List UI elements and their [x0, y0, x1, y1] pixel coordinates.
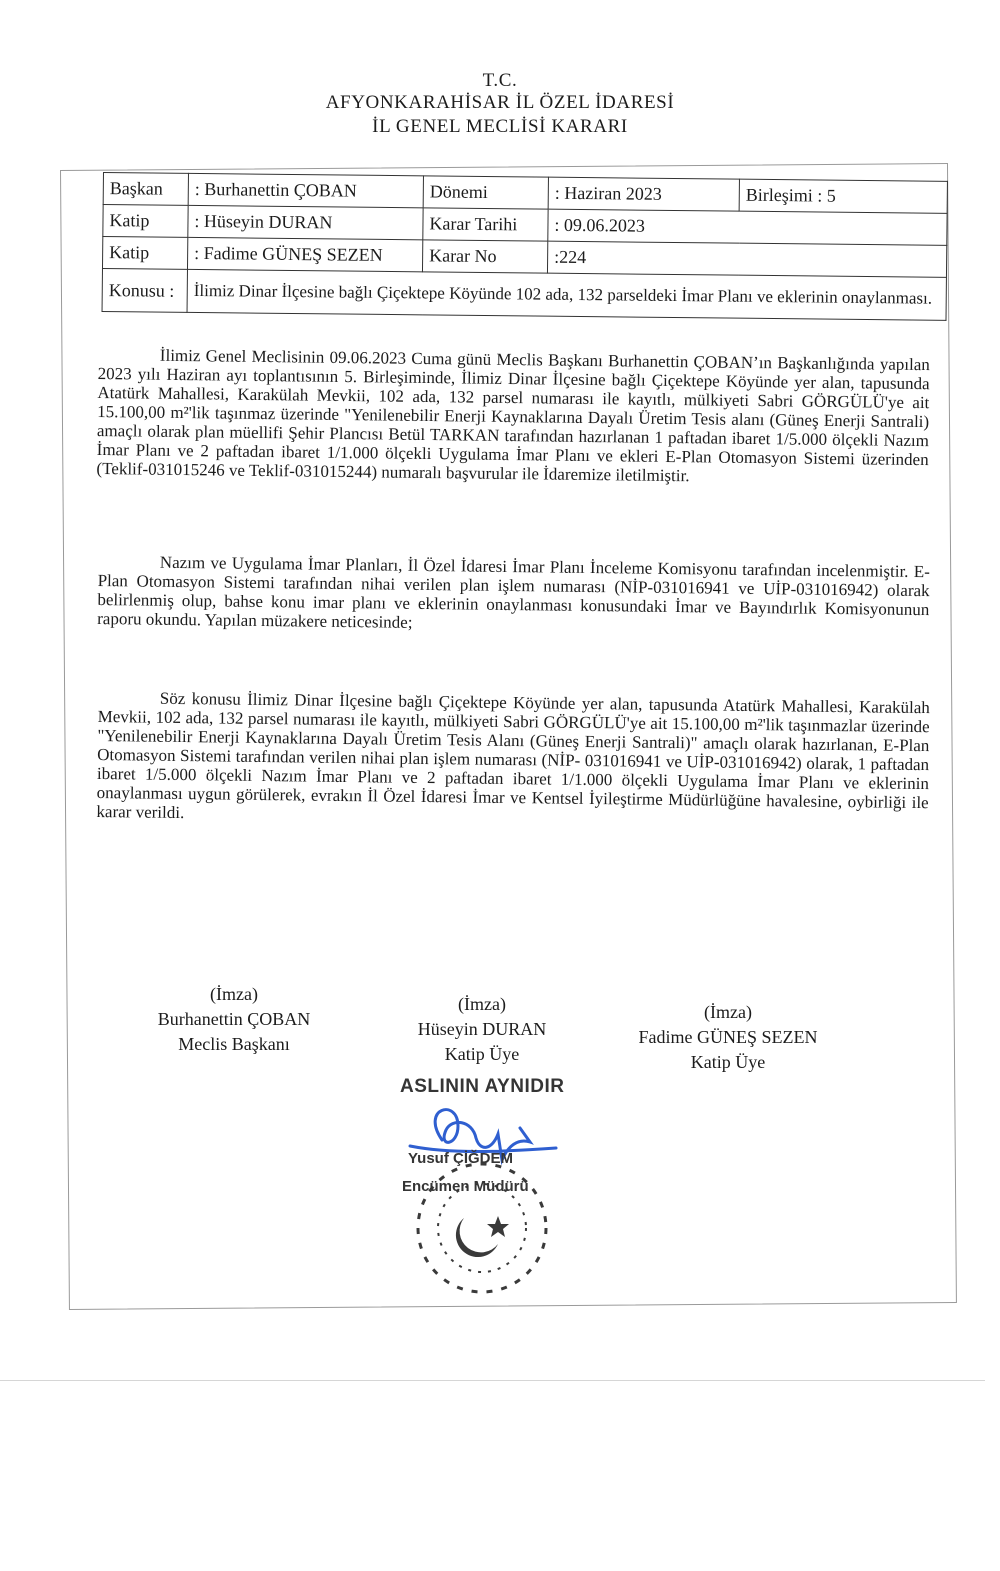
stamp-officer-role: Encümen Müdürü	[402, 1178, 529, 1195]
baskan-label: Başkan	[103, 173, 188, 206]
signature-clerk-2	[618, 1000, 838, 1075]
signature-clerk-1	[372, 992, 592, 1067]
karar-tarihi-label: Karar Tarihi	[423, 208, 548, 241]
signature-imza-label: (İmza)	[210, 984, 258, 1004]
signature-imza-label: (İmza)	[458, 994, 506, 1014]
stamp-graphics	[380, 1068, 610, 1328]
signature-imza-label: (İmza)	[704, 1002, 752, 1022]
decision-paragraph-2: Nazım ve Uygulama İmar Planları, İl Özel İdaresi İmar Planı İnceleme Komisyonu tarafından incelenmiştir. E-Plan Otomasyon Sistemi tarafından nihai verilen plan işlem numarası (NİP-031016941 ve UİP-031016942) olarak belirlenmiş olup, bahse konu imar planı ve eklerinin onaylanması konusundaki İmar ve Bayındırlık Komisyonunun raporu okundu. Yapılan müzakere neticesinde;	[97, 552, 930, 632]
karar-no-label: Karar No	[422, 240, 547, 273]
decision-info-table	[102, 172, 948, 321]
katip1-value: : Hüseyin DURAN	[188, 205, 423, 239]
donemi-value: : Haziran 2023	[548, 177, 739, 211]
karar-tarihi-value: : 09.06.2023	[548, 209, 947, 245]
birlesimi-value: Birleşimi : 5	[739, 179, 947, 213]
seal-star	[487, 1216, 509, 1237]
stamp-title: ASLININ AYNIDIR	[400, 1076, 565, 1097]
katip2-label: Katip	[102, 237, 187, 270]
signature-name: Fadime GÜNEŞ SEZEN	[638, 1027, 818, 1047]
karar-no-value: :224	[547, 241, 946, 277]
katip1-label: Katip	[103, 205, 188, 238]
decision-paragraph-3: Söz konusu İlimiz Dinar İlçesine bağlı Çiçektepe Köyünde yer alan, tapusunda Atatürk Mahallesi, Karakülah Mevkii, 102 ada, 132 parsel numarası ile kayıtlı, mülkiyeti Sabri GÖRGÜLÜ'ye ait 15.100,00 m²'lik taşınmazlar üzerinde "Yenilenebilir Enerji Kaynaklarına Dayalı Üretim Tesis Alanı (Güneş Enerji Santrali)" amaçlı olarak hazırlanan, E-Plan Otomasyon Sistemi tarafından verilen nihai plan işlem numarası (NİP- 031016941 ve UİP-031016942) olarak, 1 paftadan ibaret 1/5.000 ölçekli Nazım İmar Planı ve 2 paftadan ibaret 1/1.000 ölçekli Uygulama İmar Planı ve eklerinin onaylanması uygun görülerek, evrakın İl Özel İdaresi İmar ve Kentsel İyileştirme Müdürlüğüne havalesine, oybirliği ile karar verildi.	[96, 688, 930, 823]
header-decision-type: İL GENEL MECLİSİ KARARI	[372, 116, 628, 137]
signature-chairman	[124, 982, 344, 1057]
stamp-officer-name: Yusuf ÇİĞDEM	[408, 1150, 514, 1167]
info-row-konusu	[102, 268, 946, 320]
signature-name: Hüseyin DURAN	[417, 1019, 547, 1039]
katip2-value: : Fadime GÜNEŞ SEZEN	[187, 237, 422, 271]
signature-name: Burhanettin ÇOBAN	[157, 1009, 311, 1029]
donemi-label: Dönemi	[423, 176, 548, 209]
decision-paragraph-1: İlimiz Genel Meclisinin 09.06.2023 Cuma günü Meclis Başkanı Burhanettin ÇOBAN’ın Başkanlığında yapılan 2023 yılı Haziran ayı toplantısının 5. Birleşiminde, İlimiz Dinar İlçesine bağlı Çiçektepe Köyünde yer alan, tapusunda Atatürk Mahallesi, Karakülah Mevkii, 102 ada, 132 parsel numarası ile kayıtlı, mülkiyeti Sabri GÖRGÜLÜ'ye ait 15.100,00 m²'lik taşınmaz üzerinde "Yenilenebilir Enerji Kaynaklarına Dayalı Üretim Tesis alanı (Güneş Enerji Santrali) amaçlı olarak plan müellifi Şehir Plancısı Betül TARKAN tarafından hazırlanan 1 paftadan ibaret 1/5.000 ölçekli Nazım İmar Planı ve 2 paftadan ibaret 1/1.000 ölçekli Uygulama İmar Planı ve ekleri E-Plan Otomasyon Sistemi üzerinden (Teklif-031015246 ve Teklif-031015244) numaralı başvurular ile İdaremize iletilmiştir.	[96, 345, 930, 486]
header-institution: AFYONKARAHİSAR İL ÖZEL İDARESİ	[325, 92, 675, 113]
header-tc: T.C.	[482, 70, 518, 91]
konusu-label: Konusu :	[102, 268, 187, 312]
scan-edge-line	[0, 1380, 985, 1381]
certified-copy-stamp	[380, 1068, 610, 1328]
seal-crescent	[456, 1218, 498, 1257]
signature-role: Katip Üye	[444, 1044, 520, 1064]
signature-role: Meclis Başkanı	[178, 1034, 290, 1054]
signature-role: Katip Üye	[690, 1052, 766, 1072]
konusu-value: İlimiz Dinar İlçesine bağlı Çiçektepe Köyünde 102 ada, 132 parseldeki İmar Planı ve eklerinin onaylanması.	[187, 269, 946, 320]
baskan-value: : Burhanettin ÇOBAN	[188, 173, 423, 207]
